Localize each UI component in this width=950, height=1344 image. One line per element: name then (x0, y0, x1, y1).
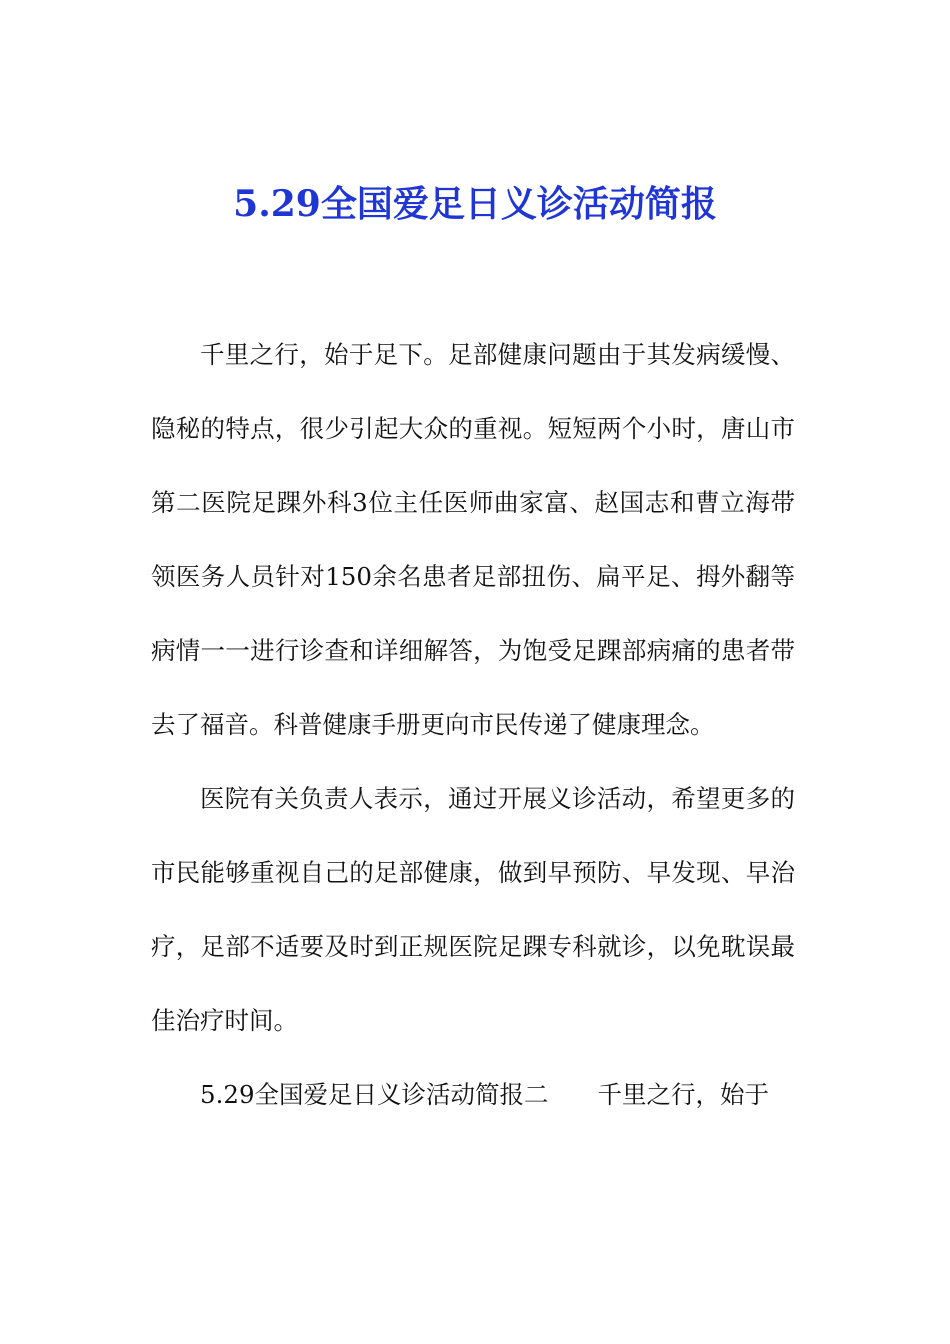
document-title: 5.29全国爱足日义诊活动简报 (233, 183, 717, 225)
paragraph-3: 5.29全国爱足日义诊活动简报二 千里之行，始于 (200, 1080, 770, 1109)
document-body (151, 318, 795, 1132)
paragraph-1: 千里之行，始于足下。足部健康问题由于其发病缓慢、隐秘的特点，很少引起大众的重视。短短两个小时，唐山市第二医院足踝外科3位主任医师曲家富、赵国志和曹立海带领医务人员针对150余名患者足部扭伤、扁平足、拇外翻等病情一一进行诊查和详细解答，为饱受足踝部病痛的患者带去了福音。科普健康手册更向市民传递了健康理念。 (151, 340, 795, 739)
paragraph-2: 医院有关负责人表示，通过开展义诊活动，希望更多的市民能够重视自己的足部健康，做到早预防、早发现、早治疗，足部不适要及时到正规医院足踝专科就诊，以免耽误最佳治疗时间。 (151, 784, 795, 1035)
